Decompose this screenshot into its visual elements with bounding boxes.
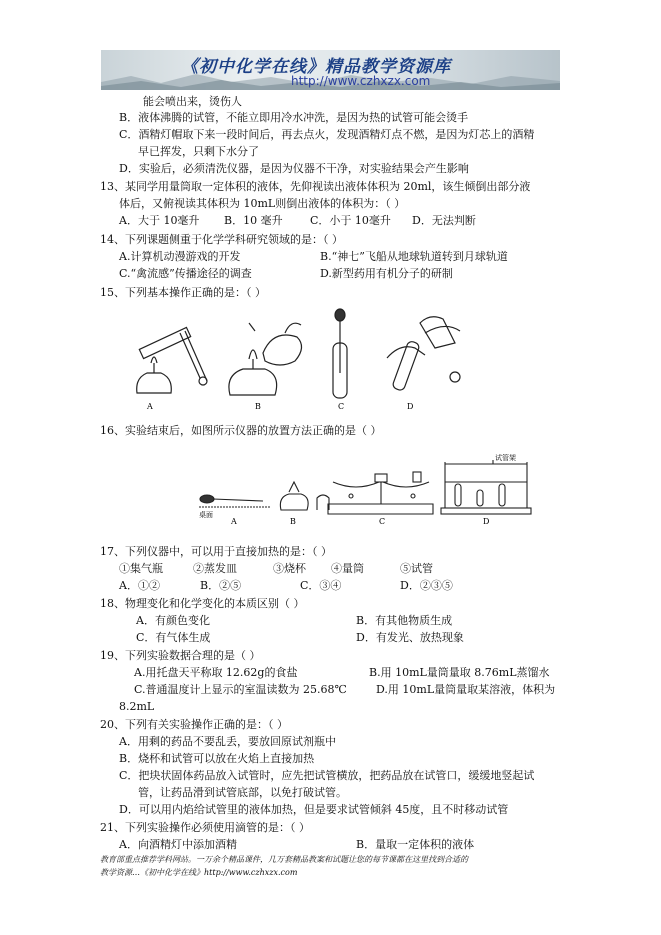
q12-a-cont: 能会喷出来，烫伤人 [143, 95, 242, 108]
q19-option-b: B.用 10mL量筒量取 8.76mL蒸馏水 [369, 666, 550, 679]
q16-desk-label: 桌面 [199, 511, 213, 519]
figure-c-balance [328, 472, 433, 514]
q18-stem: 18、物理变化和化学变化的本质区别（ ） [100, 597, 305, 610]
banner-title: 《初中化学在线》精品教学资源库 [181, 57, 451, 77]
q19-stem: 19、下列实验数据合理的是（ ） [100, 649, 261, 662]
q14-option-b: B.“神七”飞船从地球轨道转到月球轨道 [320, 250, 508, 263]
q13-option-b: B．10 毫升 [224, 214, 283, 227]
q16-stem: 16、实验结束后，如图所示仪器的放置方法正确的是（ ） [100, 424, 382, 437]
q13-option-a: A．大于 10毫升 [119, 214, 200, 227]
q16-figure [193, 452, 538, 527]
q18-option-c: C．有气体生成 [136, 631, 211, 644]
figure-d-test-tube-rack [441, 460, 531, 514]
footer-line1: 教育部重点推荐学科网站。一万余个精品课件，几万套精品教案和试题让您的每节课都在这里找到合适的 [100, 855, 468, 864]
q15-label-b: B [255, 402, 261, 411]
q16-rack-label: 试管架 [495, 454, 516, 462]
q14-option-a: A.计算机动漫游戏的开发 [119, 250, 241, 263]
q20-option-c-line2: 管，让药品滑到试管底部，以免打破试管。 [138, 786, 347, 799]
q20-option-c-line1: C．把块状固体药品放入试管时，应先把试管横放，把药品放在试管口，缓缓地竖起试 [119, 769, 535, 782]
q15-label-a: A [147, 402, 153, 411]
q18-option-a: A．有颜色变化 [136, 614, 210, 627]
q12-option-c-line1: C．酒精灯帽取下来一段时间后，再去点火，发现酒精灯点不燃，是因为灯芯上的酒精 [119, 128, 535, 141]
figure-a-dropper-on-desk [199, 495, 271, 507]
q20-stem: 20、下列有关实验操作正确的是：（ ） [100, 718, 288, 731]
q20-option-a: A．用剩的药品不要乱丢，要放回原试剂瓶中 [119, 735, 336, 748]
q12-option-d: D．实验后，必须清洗仪器，是因为仪器不干净，对实验结果会产生影响 [119, 162, 469, 175]
q21-stem: 21、下列实验操作必须使用滴管的是：（ ） [100, 821, 310, 834]
q19-option-a: A.用托盘天平称取 12.62g的食盐 [134, 666, 298, 679]
q18-option-b: B．有其他物质生成 [356, 614, 453, 627]
q17-option-d: D．②③⑤ [400, 579, 453, 592]
q17-item-3: ③烧杯 [273, 562, 306, 575]
q12-option-c-line2: 早已挥发，只剩下水分了 [138, 145, 259, 158]
q21-option-b: B．量取一定体积的液体 [356, 838, 475, 851]
q16-label-a: A [231, 517, 237, 526]
q15-label-d: D [407, 402, 414, 411]
q20-option-d: D．可以用内焰给试管里的液体加热，但是要求试管倾斜 45度，且不时移动试管 [119, 803, 509, 816]
q18-option-d: D．有发光、放热现象 [356, 631, 464, 644]
q17-item-4: ④量筒 [331, 562, 364, 575]
q17-option-c: C．③④ [300, 579, 342, 592]
q17-item-1: ①集气瓶 [119, 562, 163, 575]
q16-label-c: C [379, 517, 386, 526]
q15-figure [125, 303, 470, 413]
q16-label-b: B [290, 517, 296, 526]
figure-a-heating-tube [137, 327, 207, 393]
q15-stem: 15、下列基本操作正确的是：（ ） [100, 286, 266, 299]
figure-d-pouring [387, 317, 460, 392]
figure-c-dropper [333, 309, 347, 398]
q16-label-d: D [483, 517, 490, 526]
q14-option-c: C.“禽流感”传播途径的调查 [119, 267, 252, 280]
figure-b-lighting-lamp [229, 323, 302, 395]
q17-option-a: A．①② [119, 579, 160, 592]
q19-option-d-line1: D.用 10mL量筒量取某溶液，体积为 [376, 683, 556, 696]
footer-line2: 教学资源…《初中化学在线》http://www.czhxzx.com [100, 868, 298, 877]
q13-stem-line1: 13、某同学用量筒取一定体积的液体，先仰视读出液体体积为 20ml，该生倾倒出部分液 [100, 180, 531, 193]
q21-option-a: A．向酒精灯中添加酒精 [119, 838, 237, 851]
q13-stem-line2: 体后，又俯视读其体积为 10mL则倒出液体的体积为：（ ） [119, 197, 406, 210]
q12-option-b: B．液体沸腾的试管，不能立即用冷水冲洗，是因为热的试管可能会烫手 [119, 111, 469, 124]
q17-item-2: ②蒸发皿 [193, 562, 237, 575]
q14-stem: 14、下列课题侧重于化学学科研究领域的是：（ ） [100, 233, 343, 246]
q13-option-c: C．小于 10毫升 [310, 214, 391, 227]
q17-option-b: B．②⑤ [200, 579, 242, 592]
q19-option-c: C.普通温度计上显示的室温读数为 25.68℃ [134, 683, 347, 696]
q19-option-d-line2: 8.2mL [119, 700, 155, 713]
q13-option-d: D．无法判断 [412, 214, 476, 227]
q15-label-c: C [338, 402, 345, 411]
banner-url[interactable]: http://www.czhxzx.com [291, 74, 431, 88]
q17-stem: 17、下列仪器中，可以用于直接加热的是：（ ） [100, 545, 332, 558]
q20-option-b: B．烧杯和试管可以放在火焰上直接加热 [119, 752, 315, 765]
header-banner [101, 50, 560, 90]
figure-b-lamp [280, 482, 329, 510]
q14-option-d: D.新型药用有机分子的研制 [320, 267, 453, 280]
q17-item-5: ⑤试管 [400, 562, 433, 575]
